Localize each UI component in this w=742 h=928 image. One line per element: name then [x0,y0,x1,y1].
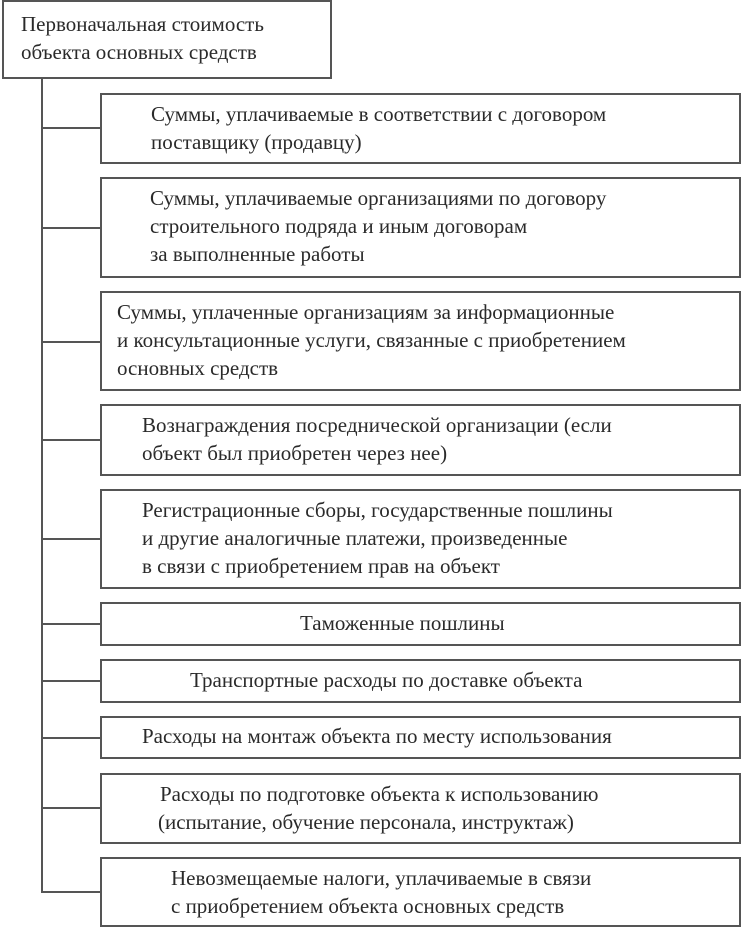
cost-item-2-line-1: Суммы, уплачиваемые организациями по договору [150,186,607,210]
branch-connector-5 [41,538,101,540]
cost-item-10-line-1: Невозмещаемые налоги, уплачиваемые в связи [171,866,592,890]
root-node-line-2: объекта основных средств [21,40,257,64]
cost-item-5-line-2: и другие аналогичные платежи, произведенные [142,526,568,550]
branch-connector-4 [41,439,101,441]
cost-item-7-line-1: Транспортные расходы по доставке объекта [190,668,583,692]
cost-item-8-line-1: Расходы на монтаж объекта по месту использования [142,724,612,748]
cost-item-3-line-3: основных средств [117,356,279,380]
cost-item-9-line-1: Расходы по подготовке объекта к использованию [160,782,599,806]
cost-item-5-line-3: в связи с приобретением прав на объект [142,554,500,578]
cost-item-3-line-2: и консультационные услуги, связанные с приобретением [117,328,626,352]
branch-connector-8 [41,737,101,739]
branch-connector-2 [41,227,101,229]
cost-item-3-line-1: Суммы, уплаченные организациям за информационные [117,300,615,324]
cost-item-4-line-1: Вознаграждения посреднической организации (если [142,413,612,437]
branch-connector-1 [41,127,101,129]
branch-connector-7 [41,680,101,682]
cost-item-9-line-2: (испытание, обучение персонала, инструктаж) [158,810,574,834]
cost-item-1-line-2: поставщику (продавцу) [151,130,362,154]
cost-item-10-line-2: с приобретением объекта основных средств [171,894,565,918]
branch-connector-6 [41,623,101,625]
branch-connector-10 [41,891,101,893]
branch-connector-3 [41,341,101,343]
cost-item-1-line-1: Суммы, уплачиваемые в соответствии с договором [151,102,607,126]
cost-item-2-line-2: строительного подряда и иным договорам [150,214,528,238]
branch-connector-9 [41,807,101,809]
cost-item-5-line-1: Регистрационные сборы, государственные пошлины [142,498,613,522]
root-node-line-1: Первоначальная стоимость [21,12,264,36]
cost-item-6-line-1: Таможенные пошлины [300,611,505,635]
cost-item-4-line-2: объект был приобретен через нее) [142,441,448,465]
cost-item-2-line-3: за выполненные работы [150,242,365,266]
trunk-connector [41,79,43,893]
